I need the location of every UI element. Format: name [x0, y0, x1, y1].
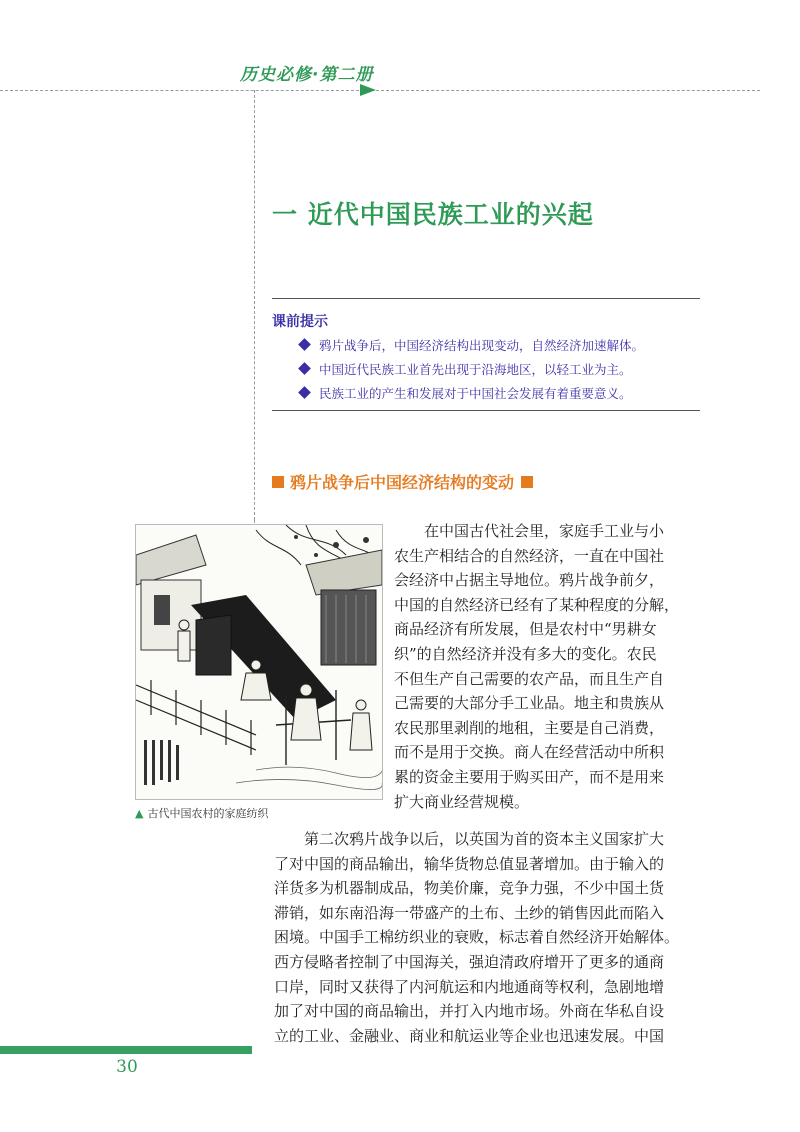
arrow-icon: [360, 84, 376, 96]
page-number: 30: [116, 1057, 138, 1077]
preview-item-text: 鸦片战争后，中国经济结构出现变动，自然经济加速解体。: [319, 338, 645, 353]
preview-item: [300, 360, 632, 378]
figure-caption: [135, 805, 268, 821]
preview-heading: 课前提示: [272, 314, 328, 330]
weaving-illustration: [135, 524, 383, 800]
text-line: 困境。中国手工棉纺织业的衰败，标志着自然经济开始解体。: [274, 928, 680, 947]
text-line: 在中国古代社会里，家庭手工业与小: [394, 522, 665, 540]
text-line: 西方侵略者控制了中国海关，强迫清政府增开了更多的通商: [274, 952, 665, 971]
diamond-bullet-icon: [298, 338, 311, 351]
paragraph-2: [274, 827, 704, 1048]
text-line: 了对中国的商品输出，输华货物总值显著增加。由于输入的: [274, 854, 665, 873]
header-divider: [0, 90, 760, 91]
text-line: 己需要的大部分手工业品。地主和贵族从: [394, 694, 665, 713]
text-line: 加了对中国的商品输出，并打入内地市场。外商在华私自设: [274, 1002, 665, 1021]
preview-item-text: 中国近代民族工业首先出现于沿海地区，以轻工业为主。: [319, 362, 632, 377]
text-line: 会经济中占据主导地位。鸦片战争前夕，: [394, 571, 665, 590]
diamond-bullet-icon: [298, 386, 311, 399]
text-line: 滞销，如东南沿海一带盛产的土布、土纱的销售因此而陷入: [274, 903, 665, 922]
preview-item: [300, 336, 644, 354]
section-heading-text: 鸦片战争后中国经济结构的变动: [290, 473, 515, 492]
weaving-scene-drawing: [136, 525, 382, 799]
square-bullet-icon: [272, 476, 284, 488]
text-line: 中国的自然经济已经有了某种程度的分解，: [394, 595, 680, 614]
text-line: 农民那里剥削的地租，主要是自己消费，: [394, 718, 665, 737]
text-line: 农生产相结合的自然经济，一直在中国社: [394, 546, 665, 565]
preview-item-text: 民族工业的产生和发展对于中国社会发展有着重要意义。: [319, 386, 632, 401]
footer-bar: [0, 1046, 252, 1054]
preview-top-rule: [272, 298, 700, 299]
text-line: 立的工业、金融业、商业和航运业等企业也迅速发展。中国: [274, 1026, 665, 1045]
text-line: 而不是用于交换。商人在经营活动中所积: [394, 743, 665, 762]
text-line: 织”的自然经济并没有多大的变化。农民: [394, 644, 657, 663]
preview-bottom-rule: [272, 410, 700, 411]
preview-item: [300, 384, 632, 402]
text-line: 累的资金主要用于购买田产，而不是用来: [394, 767, 665, 786]
text-line: 第二次鸦片战争以后，以英国为首的资本主义国家扩大: [274, 830, 665, 848]
text-line: 不但生产自己需要的农产品，而且生产自: [394, 669, 665, 688]
square-bullet-icon: [521, 476, 533, 488]
text-line: 商品经济有所发展，但是农村中“男耕女: [394, 620, 657, 639]
text-line: 洋货多为机器制成品，物美价廉，竞争力强，不少中国土货: [274, 879, 665, 898]
diamond-bullet-icon: [298, 362, 311, 375]
text-line: 口岸，同时又获得了内河航运和内地通商等权利，急剧地增: [274, 977, 665, 996]
triangle-icon: ▲: [135, 807, 144, 820]
margin-guide-line: [254, 90, 255, 520]
section-heading: [272, 470, 533, 493]
paragraph-1: [394, 519, 702, 814]
book-title: 历史必修·第二册: [240, 65, 374, 85]
figure-caption-text: 古代中国农村的家庭纺织: [147, 807, 269, 820]
lesson-title: 一 近代中国民族工业的兴起: [272, 200, 594, 229]
text-line: 扩大商业经营规模。: [394, 792, 530, 811]
